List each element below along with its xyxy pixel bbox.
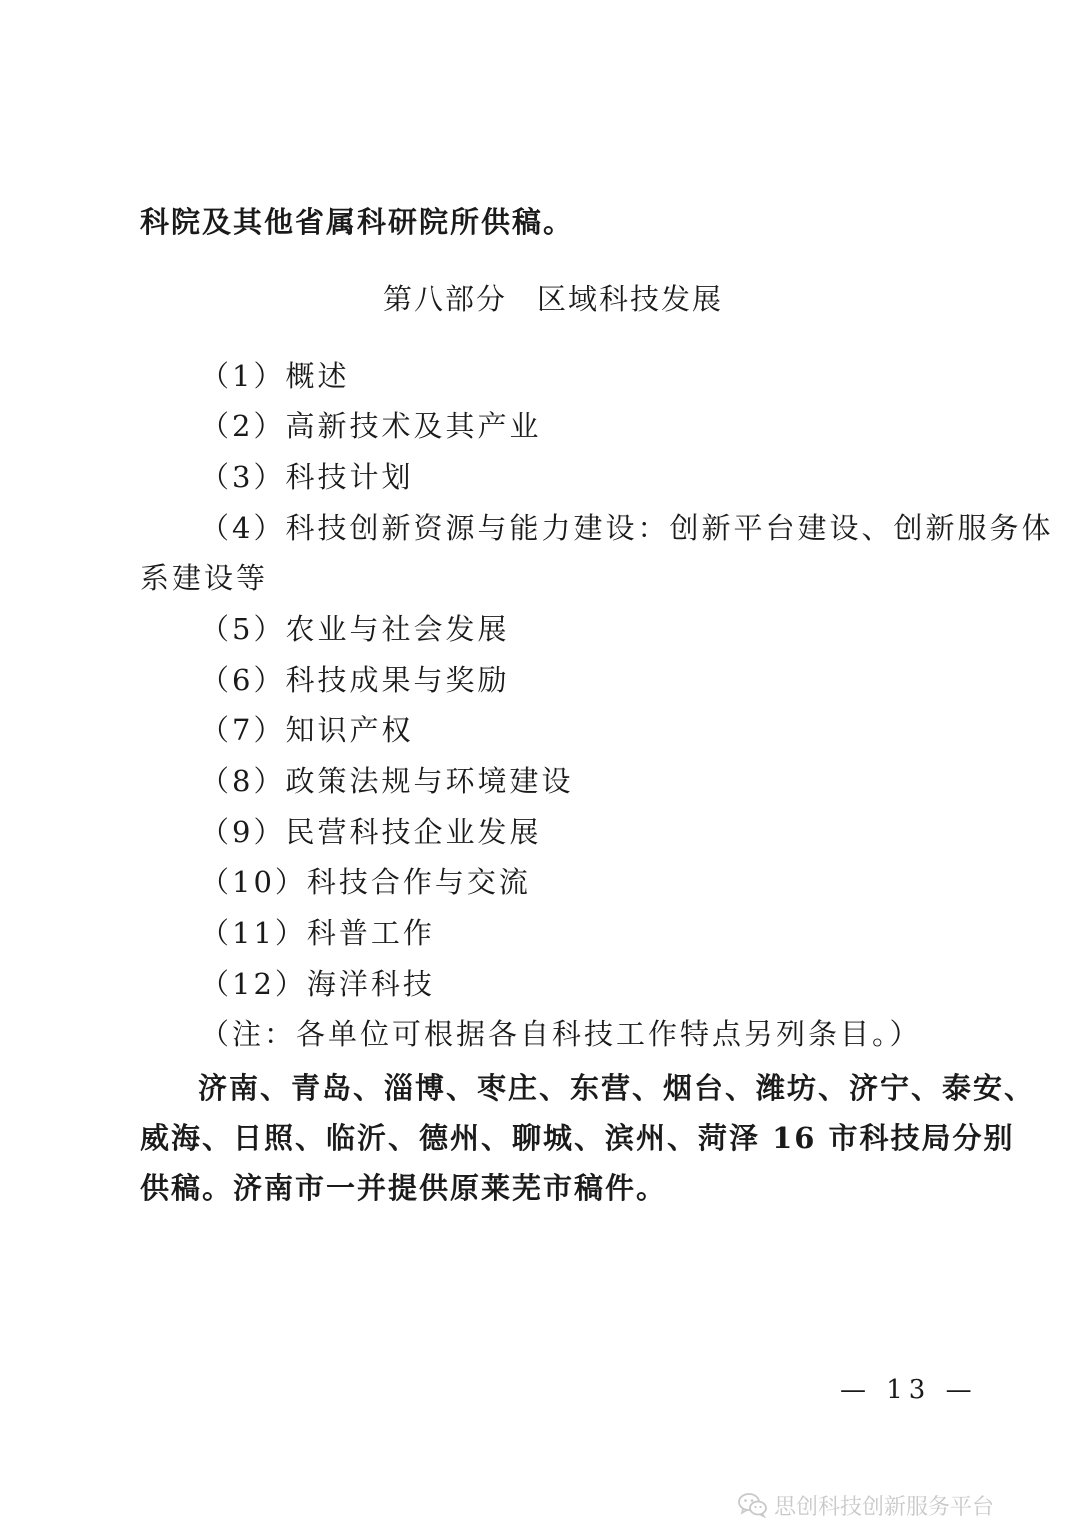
contributors-line: 济南、青岛、淄博、枣庄、东营、烟台、潍坊、济宁、泰安、 <box>198 1071 1036 1105</box>
list-item: （1）概述 <box>200 359 350 393</box>
wechat-icon <box>738 1492 768 1518</box>
list-item: （5）农业与社会发展 <box>200 612 510 646</box>
list-item: （12）海洋科技 <box>200 967 435 1001</box>
contributors-line: 供稿。济南市一并提供原莱芜市稿件。 <box>140 1171 668 1205</box>
list-item: （2）高新技术及其产业 <box>200 409 542 443</box>
section-title-name: 区域科技发展 <box>537 282 724 316</box>
note-text: （注：各单位可根据各自科技工作特点另列条目。） <box>200 1017 922 1051</box>
list-item: （8）政策法规与环境建设 <box>200 764 574 798</box>
list-item: （3）科技计划 <box>200 460 414 494</box>
section-title-part: 第八部分 <box>383 282 508 316</box>
list-item: （10）科技合作与交流 <box>200 865 531 899</box>
list-item: （4）科技创新资源与能力建设：创新平台建设、创新服务体 <box>200 511 1054 545</box>
watermark-text: 思创科技创新服务平台 <box>774 1494 995 1520</box>
watermark <box>738 1488 994 1522</box>
list-item: （6）科技成果与奖励 <box>200 663 510 697</box>
list-item: （11）科普工作 <box>200 916 435 950</box>
list-item-continuation: 系建设等 <box>140 561 269 595</box>
contributors-line: 威海、日照、临沂、德州、聊城、滨州、菏泽 16 市科技局分别 <box>140 1121 1015 1155</box>
section-title <box>383 279 723 319</box>
page-number: — 13 — <box>840 1375 978 1405</box>
list-item: （7）知识产权 <box>200 713 414 747</box>
list-item: （9）民营科技企业发展 <box>200 815 542 849</box>
intro-tail-text: 科院及其他省属科研院所供稿。 <box>140 205 575 239</box>
